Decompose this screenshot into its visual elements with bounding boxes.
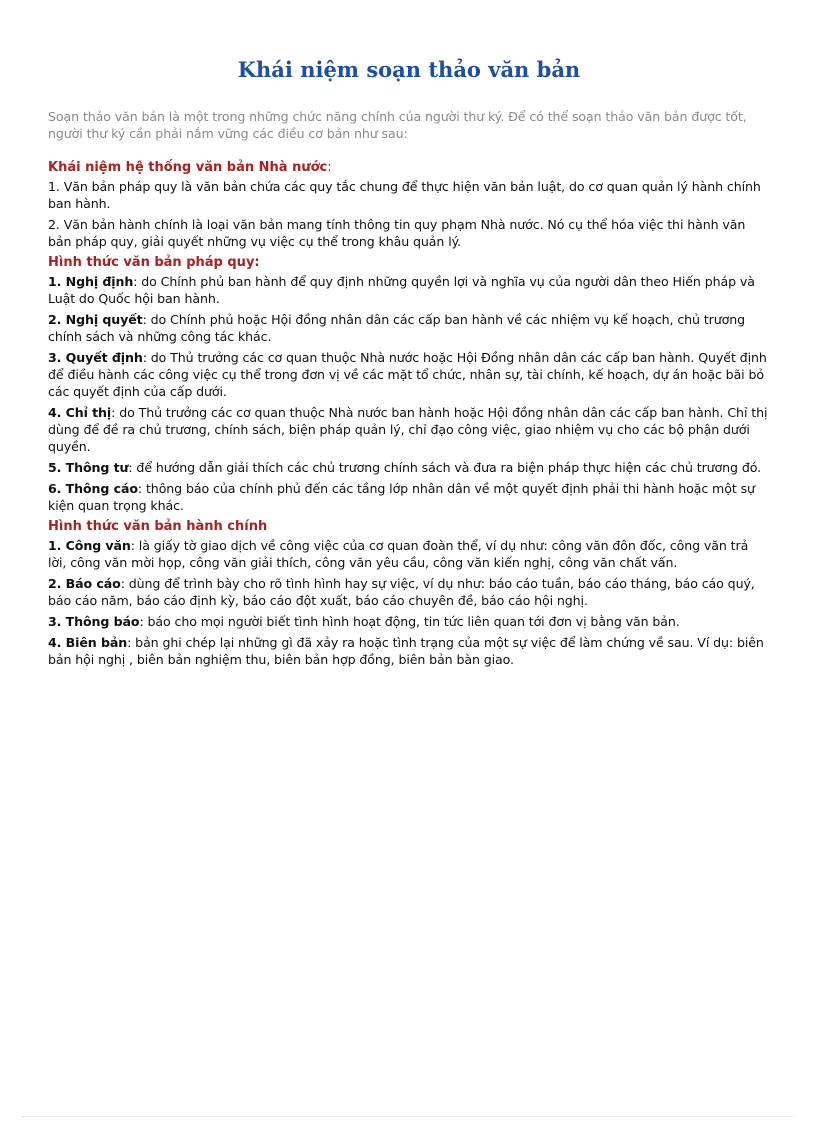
list-item: 2. Văn bản hành chính là loại văn bản mang tính thông tin quy phạm Nhà nước. Nó cụ thể hóa việc thi hành văn bản pháp quy, giải quyết những vụ việc cụ thể trong khâu quản lý.	[48, 217, 746, 249]
list-item	[48, 459, 770, 476]
item-text: : do Thủ trưởng các cơ quan thuộc Nhà nước hoặc Hội Đồng nhân dân các cấp ban hành. Quyết định để điều hành các công việc cụ thể trong đơn vị về các mặt tổ chức, nhân sự, tài chính, kế hoạch, dự án hoặc bãi bỏ các quyết định của cấp dưới.	[48, 350, 767, 399]
section-heading: Hình thức văn bản pháp quy:	[48, 255, 260, 270]
list-item	[48, 480, 770, 514]
item-text: : dùng để trình bày cho rõ tình hình hay sự việc, ví dụ như: báo cáo tuần, báo cáo tháng, báo cáo quý, báo cáo năm, báo cáo định kỳ, báo cáo đột xuất, báo cáo chuyên đề, báo cáo hội nghị.	[48, 576, 755, 608]
document-page	[48, 56, 770, 672]
list-item	[48, 613, 770, 630]
list-item	[48, 575, 770, 609]
intro-paragraph: Soạn thảo văn bản là một trong những chức năng chính của người thư ký. Để có thể soạn thảo văn bản được tốt, người thư ký cần phải nắm vững các điều cơ bản như sau:	[48, 109, 747, 141]
list-item	[48, 311, 770, 345]
section-heading: Hình thức văn bản hành chính	[48, 519, 268, 534]
section-state-document-system	[48, 159, 770, 250]
list-item	[48, 537, 770, 571]
item-text: : thông báo của chính phủ đến các tầng lớp nhân dân về một quyết định phải thi hành hoặc một sự kiện quan trọng khác.	[48, 481, 755, 513]
list-item	[48, 349, 770, 400]
section-legal-documents	[48, 254, 770, 514]
item-term: 2. Nghị quyết	[48, 312, 143, 327]
item-term: 3. Quyết định	[48, 350, 143, 365]
item-term: 5. Thông tư	[48, 460, 129, 475]
section-heading-colon: :	[327, 160, 332, 175]
item-text: : do Chính phủ ban hành để quy định những quyền lợi và nghĩa vụ của người dân theo Hiến pháp và Luật do Quốc hội ban hành.	[48, 274, 755, 306]
item-text: : bản ghi chép lại những gì đã xảy ra hoặc tình trạng của một sự việc để làm chứng về sau. Ví dụ: biên bản hội nghị , biên bản nghiệm thu, biên bản hợp đồng, biên bản bàn giao.	[48, 635, 764, 667]
page-title: Khái niệm soạn thảo văn bản	[237, 57, 581, 82]
list-item: 1. Văn bản pháp quy là văn bản chứa các quy tắc chung để thực hiện văn bản luật, do cơ quan quản lý hành chính ban hành.	[48, 179, 761, 211]
list-item	[48, 273, 770, 307]
list-item	[48, 634, 770, 668]
section-heading	[48, 159, 770, 176]
item-term: 4. Biên bản	[48, 635, 128, 650]
item-term: 6. Thông cáo	[48, 481, 138, 496]
item-text: : do Thủ trưởng các cơ quan thuộc Nhà nước ban hành hoặc Hội đồng nhân dân các cấp ban hành. Chỉ thị dùng để đề ra chủ trương, chính sách, biện pháp quản lý, chỉ đạo công việc, giao nhiệm vụ cho các bộ phận dưới quyền.	[48, 405, 768, 454]
page-bottom-divider	[22, 1116, 794, 1117]
item-term: 2. Báo cáo	[48, 576, 121, 591]
list-item	[48, 404, 770, 455]
item-term: 1. Nghị định	[48, 274, 134, 289]
item-text: : báo cho mọi người biết tình hình hoạt động, tin tức liên quan tới đơn vị bằng văn bản.	[139, 614, 680, 629]
item-text: : do Chính phủ hoặc Hội đồng nhân dân các cấp ban hành về các nhiệm vụ kế hoạch, chủ trương chính sách và những công tác khác.	[48, 312, 746, 344]
section-administrative-documents	[48, 518, 770, 668]
item-text: : là giấy tờ giao dịch về công việc của cơ quan đoàn thể, ví dụ như: công văn đôn đốc, công văn trả lời, công văn mời họp, công văn giải thích, công văn yêu cầu, công văn kiến nghị, công văn chất vấn.	[48, 538, 749, 570]
item-term: 1. Công văn	[48, 538, 131, 553]
item-term: 3. Thông báo	[48, 614, 140, 629]
item-text: : để hướng dẫn giải thích các chủ trương chính sách và đưa ra biện pháp thực hiện các chủ trương đó.	[128, 460, 762, 475]
section-heading-text: Khái niệm hệ thống văn bản Nhà nước	[48, 160, 328, 175]
item-term: 4. Chỉ thị	[48, 405, 112, 420]
